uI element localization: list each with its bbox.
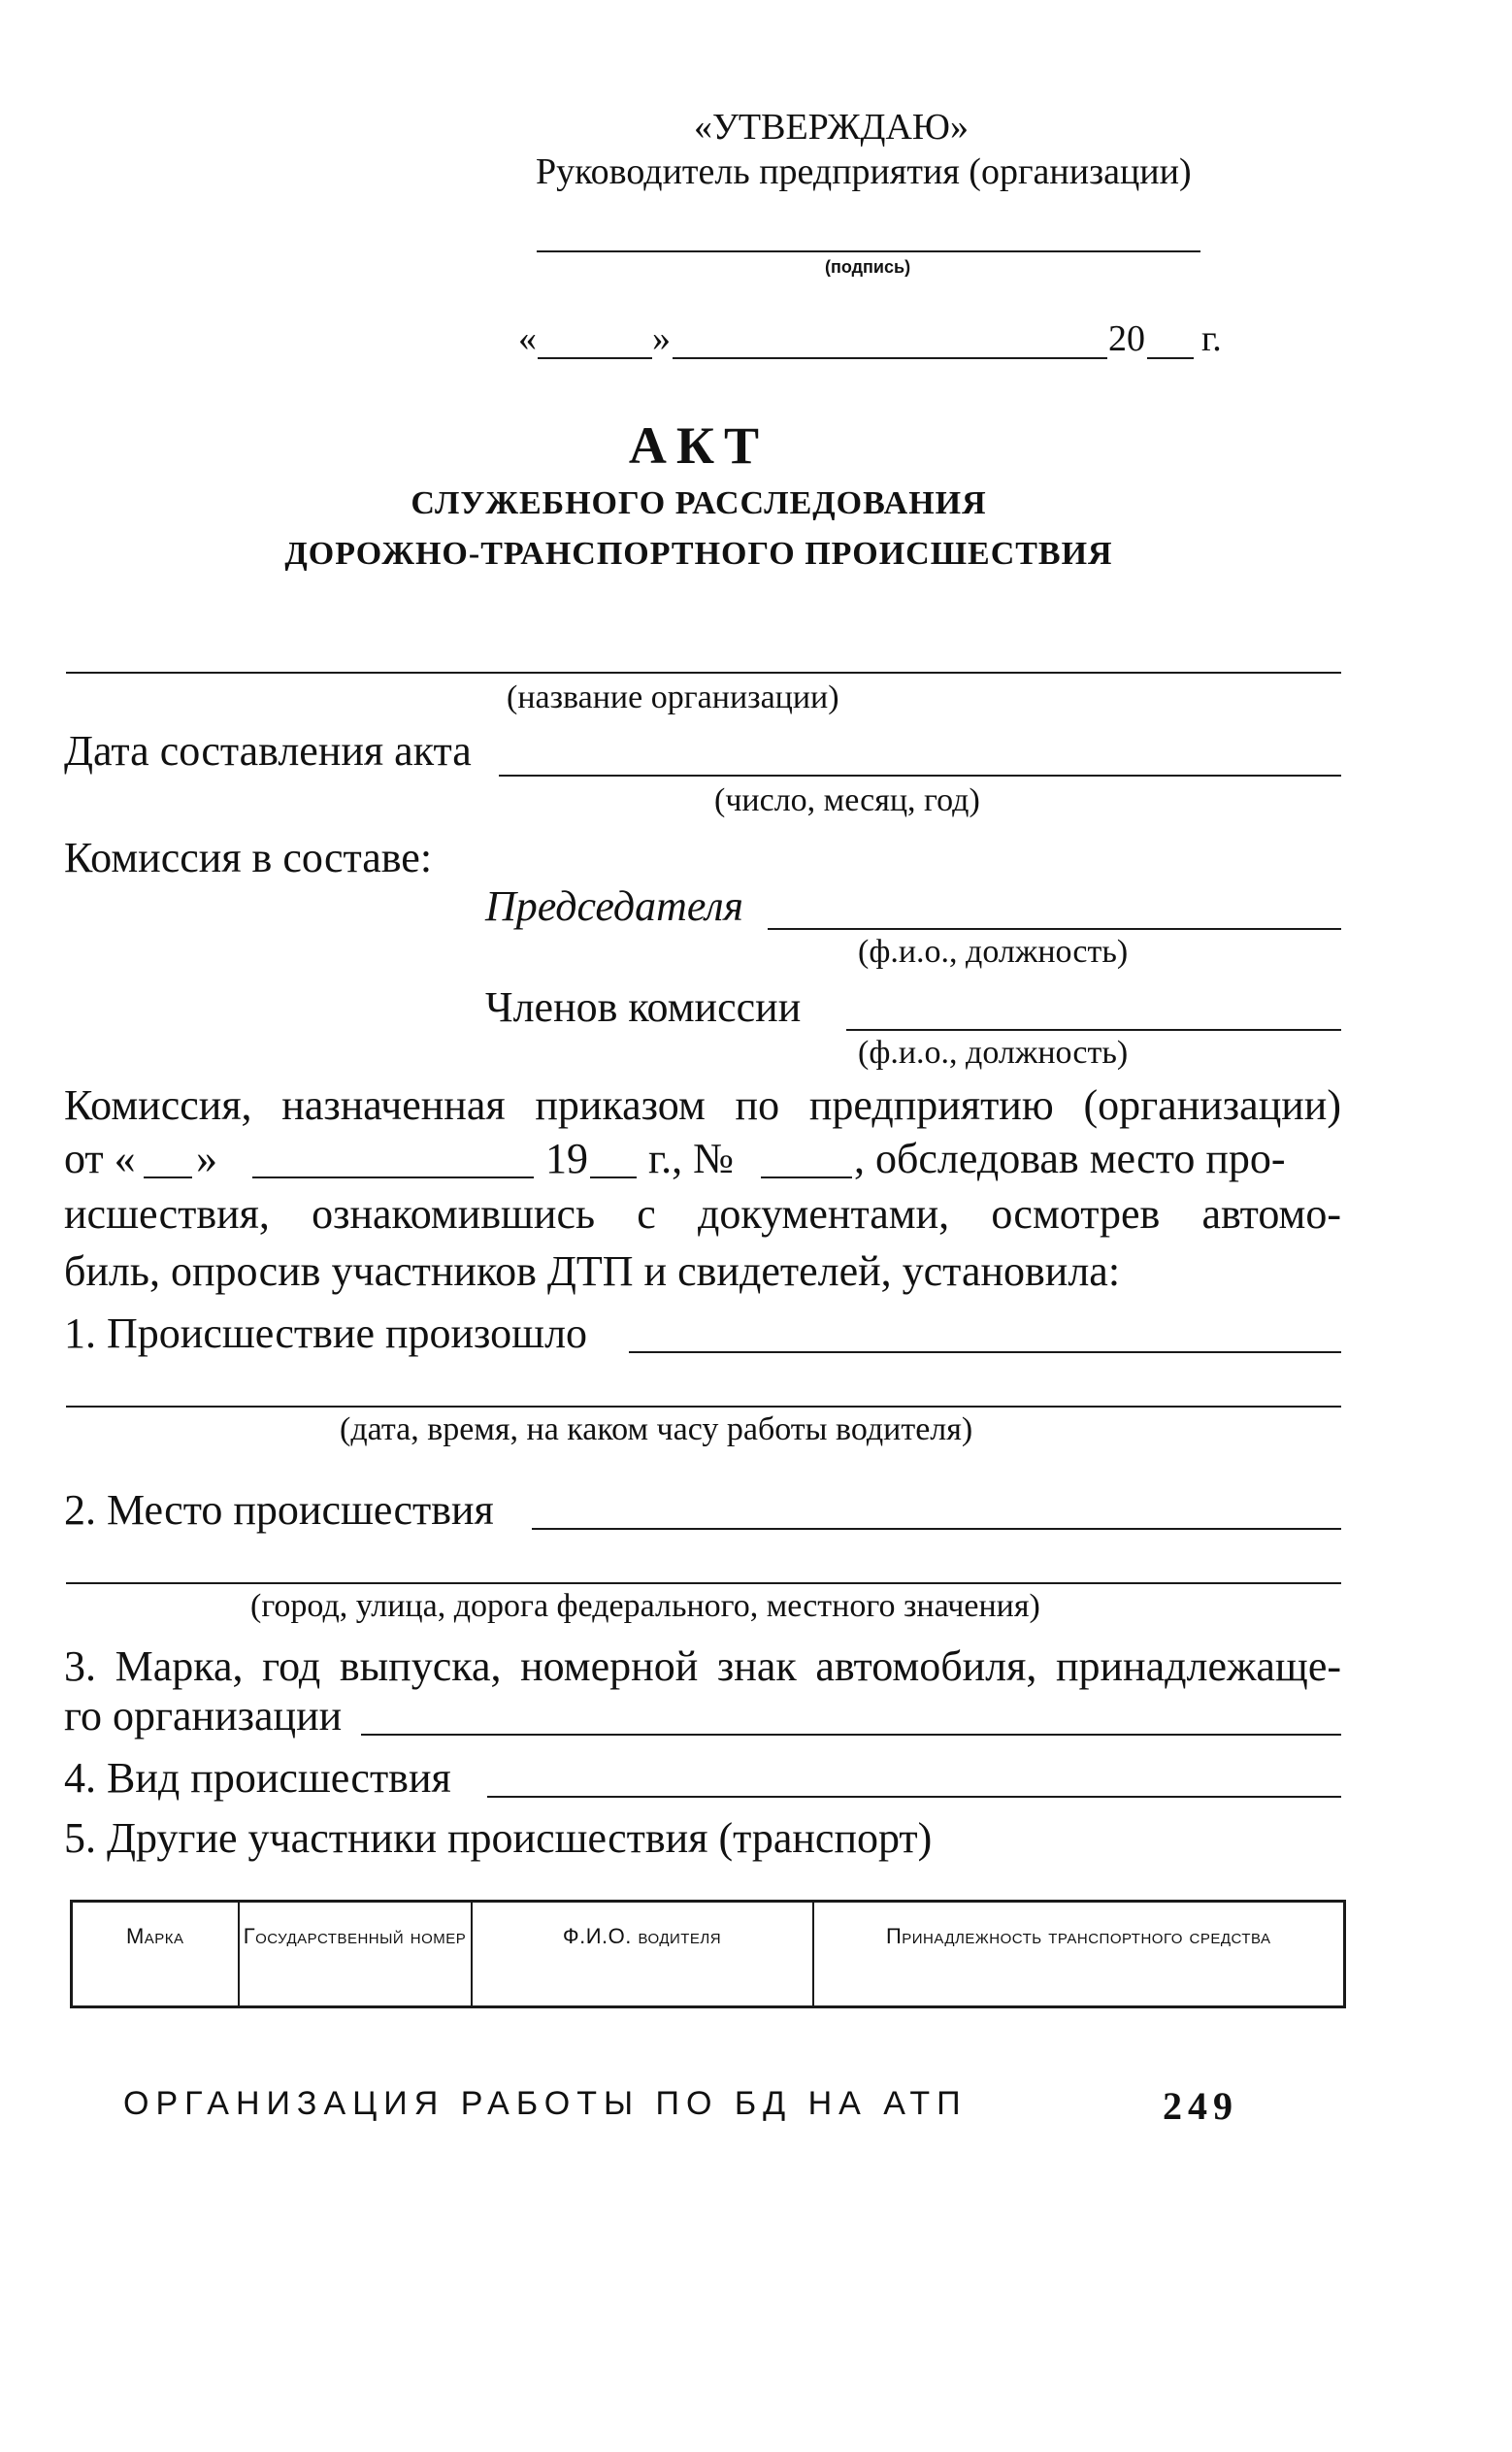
- page-number: 249: [1163, 2084, 1238, 2128]
- chairman-field[interactable]: [768, 928, 1341, 930]
- column-header-plate-number: Государственный номер: [239, 1902, 472, 2007]
- order-year-field[interactable]: [590, 1176, 637, 1178]
- order-number-label: г., №: [648, 1135, 735, 1182]
- item3-line2: го организации: [64, 1692, 343, 1740]
- running-title: ОРГАНИЗАЦИЯ РАБОТЫ ПО БД НА АТП: [123, 2085, 968, 2122]
- order-paragraph-line4: биль, опросив участников ДТП и свидетелей, установила:: [64, 1247, 1121, 1295]
- act-subtitle-line1: СЛУЖЕБНОГО РАССЛЕДОВАНИЯ: [411, 485, 987, 521]
- approval-date-open: «: [518, 318, 537, 359]
- approval-year-suffix: г.: [1201, 318, 1222, 359]
- order-number-field[interactable]: [761, 1176, 852, 1178]
- act-subtitle-line2: ДОРОЖНО-ТРАНСПОРТНОГО ПРОИСШЕСТВИЯ: [284, 536, 1113, 572]
- item4-field[interactable]: [487, 1796, 1341, 1798]
- item2-label: 2. Место происшествия: [64, 1486, 494, 1534]
- item4-label: 4. Вид происшествия: [64, 1754, 451, 1802]
- commission-label: Комиссия в составе:: [64, 834, 433, 881]
- item2-field-line2[interactable]: [66, 1582, 1341, 1584]
- signature-caption: (подпись): [825, 257, 911, 277]
- item3-line1: 3. Марка, год выпуска, номерной знак автомобиля, принадлежаще-: [64, 1642, 1341, 1690]
- order-day-close: »: [196, 1135, 217, 1182]
- item1-field-line2[interactable]: [66, 1406, 1341, 1408]
- item1-label: 1. Происшествие произошло: [64, 1309, 588, 1357]
- item2-caption: (город, улица, дорога федерального, местного значения): [250, 1588, 1040, 1624]
- other-participants-table: [70, 1900, 1346, 2008]
- order-year-prefix: 19: [545, 1135, 588, 1182]
- approval-title: «УТВЕРЖДАЮ»: [694, 107, 969, 148]
- order-paragraph-line2-end: , обследовав место про-: [854, 1135, 1286, 1182]
- column-header-brand: Марка: [125, 1924, 184, 1948]
- organization-name-field[interactable]: [66, 672, 1341, 674]
- chairman-label: Председателя: [485, 882, 743, 930]
- act-title: АКТ: [628, 416, 770, 475]
- act-date-caption: (число, месяц, год): [714, 782, 980, 818]
- organization-caption: (название организации): [507, 679, 839, 715]
- item5-label: 5. Другие участники происшествия (транспорт): [64, 1814, 933, 1862]
- members-caption: (ф.и.о., должность): [858, 1035, 1129, 1071]
- order-from-label: от «: [64, 1135, 136, 1182]
- item1-field[interactable]: [629, 1351, 1341, 1353]
- act-date-field[interactable]: [499, 775, 1341, 777]
- item2-field[interactable]: [532, 1528, 1341, 1530]
- members-label: Членов комиссии: [485, 983, 802, 1031]
- act-date-label: Дата составления акта: [64, 727, 472, 775]
- order-day-field[interactable]: [144, 1176, 192, 1178]
- table-header-row: [72, 1902, 1345, 2007]
- approval-day-field[interactable]: [538, 357, 652, 359]
- item3-field[interactable]: [361, 1734, 1341, 1736]
- order-month-field[interactable]: [252, 1176, 534, 1178]
- chairman-caption: (ф.и.о., должность): [858, 934, 1129, 970]
- signature-line[interactable]: [537, 250, 1200, 252]
- approval-year-prefix: 20: [1108, 318, 1145, 359]
- approval-subtitle: Руководитель предприятия (организации): [536, 151, 1192, 192]
- approval-date-mid: »: [652, 318, 671, 359]
- order-paragraph-line3: исшествия, ознакомившись с документами, осмотрев автомо-: [64, 1190, 1341, 1238]
- item1-caption: (дата, время, на каком часу работы водителя): [340, 1411, 973, 1447]
- approval-month-field[interactable]: [673, 357, 1107, 359]
- order-paragraph-line1: Комиссия, назначенная приказом по предприятию (организации): [64, 1081, 1341, 1129]
- approval-year-field[interactable]: [1147, 357, 1194, 359]
- column-header-vehicle-ownership: Принадлежность транспортного средства: [813, 1902, 1345, 2007]
- members-field[interactable]: [846, 1029, 1341, 1031]
- column-header-driver-name: Ф.И.О. водителя: [472, 1902, 813, 2007]
